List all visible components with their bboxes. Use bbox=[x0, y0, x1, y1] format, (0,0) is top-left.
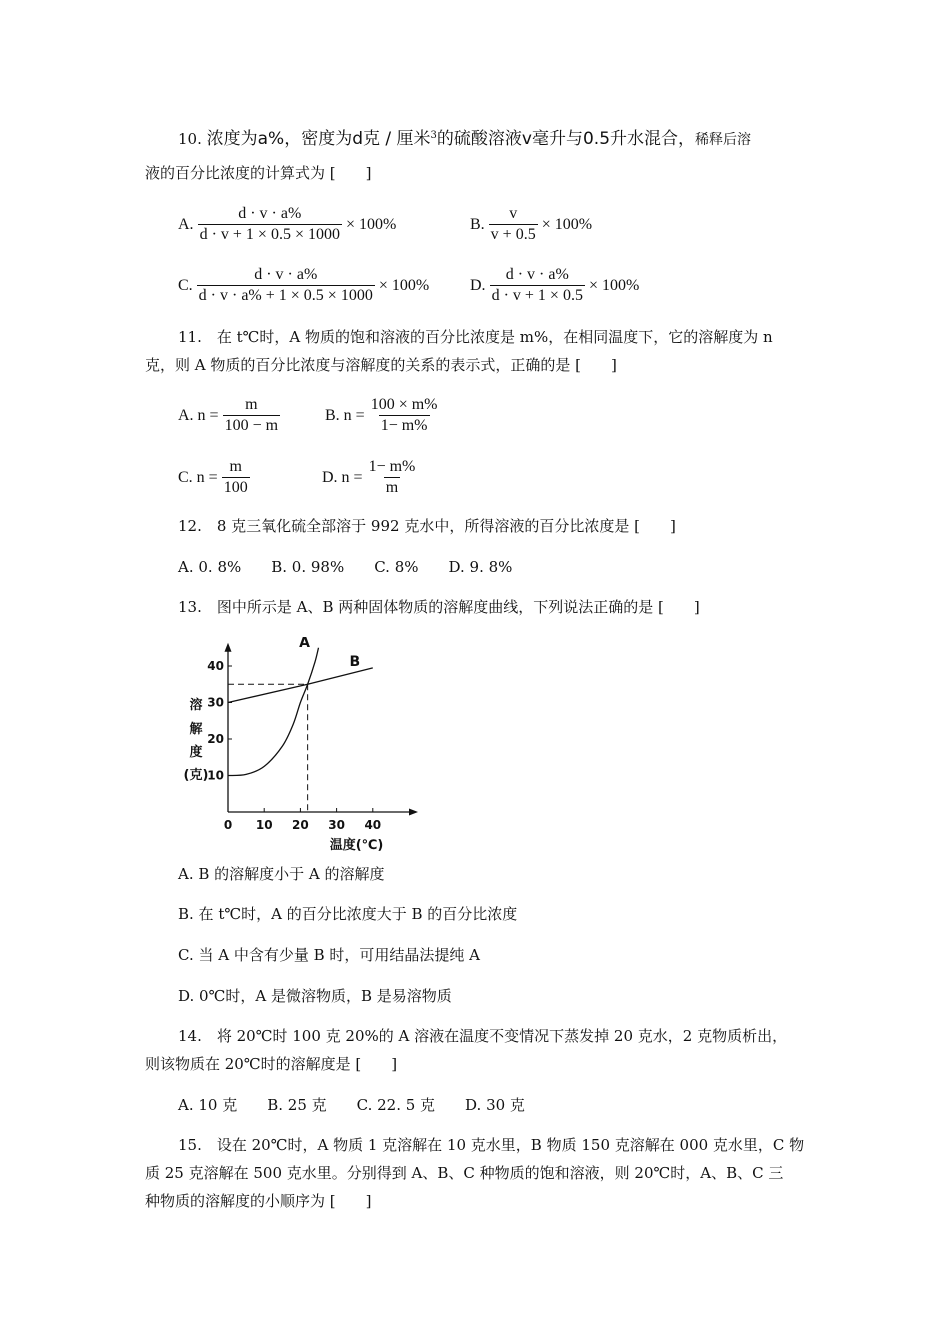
q10-number: 10. bbox=[178, 130, 202, 148]
q11-b-denominator: 1− m% bbox=[380, 417, 428, 434]
q10-c-fraction bbox=[197, 266, 375, 305]
y-axis-label-part: 解 bbox=[189, 722, 203, 737]
y-tick-label: 30 bbox=[207, 695, 224, 710]
q10-b-fraction bbox=[489, 205, 538, 244]
q11-d-fraction bbox=[367, 458, 418, 497]
q10-d-label: D. bbox=[470, 276, 486, 294]
q11-line2: 克，则 A 物质的百分比浓度与溶解度的关系的表示式，正确的是 [ ] bbox=[145, 356, 617, 374]
series-b-line bbox=[228, 668, 373, 703]
series-a-line bbox=[228, 648, 319, 776]
q10-b-numerator: v bbox=[509, 205, 518, 222]
q10-d-fraction bbox=[490, 266, 585, 305]
q10-d-tail: × 100% bbox=[588, 276, 640, 294]
q11-d-denominator: m bbox=[385, 479, 399, 496]
q12-options: A. 0. 8% B. 0. 98% C. 8% D. 9. 8% bbox=[178, 558, 513, 576]
q11-b-label: B. n = bbox=[325, 406, 365, 424]
y-axis-label-part: 度 bbox=[189, 745, 203, 760]
q10-c-denominator: d · v · a% + 1 × 0.5 × 1000 bbox=[198, 287, 373, 304]
x-tick-label: 10 bbox=[255, 818, 273, 832]
x-tick-label: 20 bbox=[292, 818, 309, 832]
q10-d-numerator: d · v · a% bbox=[505, 266, 569, 283]
y-axis-label-part: (克) bbox=[183, 768, 209, 783]
y-tick-label: 20 bbox=[207, 732, 224, 746]
q11-a-denominator: 100 − m bbox=[224, 417, 279, 434]
x-tick-label: 30 bbox=[328, 818, 345, 832]
solubility-chart bbox=[178, 637, 428, 857]
q12-line1: 12. 8 克三氧化硫全部溶于 992 克水中，所得溶液的百分比浓度是 [ ] bbox=[178, 517, 676, 535]
q10-lead2: 的硫酸溶液v毫升与0.5升水混合， bbox=[436, 129, 696, 149]
q13-line1: 13. 图中所示是 A、B 两种固体物质的溶解度曲线，下列说法正确的是 [ ] bbox=[178, 598, 700, 616]
q10-option-a bbox=[178, 205, 396, 244]
x-tick-label: 40 bbox=[364, 818, 382, 832]
q13-option-a: A. B 的溶解度小于 A 的溶解度 bbox=[178, 865, 385, 883]
x-axis-arrow bbox=[409, 809, 418, 816]
q11-c-numerator: m bbox=[229, 458, 242, 475]
series-label-b: B bbox=[349, 653, 361, 670]
q11-b-numerator: 100 × m% bbox=[370, 396, 438, 413]
q11-c-label: C. n = bbox=[178, 468, 218, 486]
q11-d-label: D. n = bbox=[322, 468, 363, 486]
q11-option-d bbox=[322, 458, 421, 497]
y-tick-label: 10 bbox=[207, 768, 224, 783]
q10-superscript: 3 bbox=[430, 130, 437, 141]
q11-option-c bbox=[178, 458, 254, 497]
chart-axes bbox=[225, 643, 419, 816]
y-tick-label: 40 bbox=[207, 659, 224, 673]
q14-line2: 则该物质在 20℃时的溶解度是 [ ] bbox=[145, 1055, 398, 1073]
chart-curves bbox=[228, 648, 373, 812]
q15-line1: 15. 设在 20℃时，A 物质 1 克溶解在 10 克水里，B 物质 150 克溶解在 000 克水里，C 物 bbox=[178, 1136, 805, 1154]
q10-line1 bbox=[178, 124, 751, 149]
y-axis-arrow bbox=[225, 643, 232, 652]
q10-option-c bbox=[178, 266, 429, 305]
q10-b-denominator: v + 0.5 bbox=[490, 226, 536, 243]
q10-line2: 液的百分比浓度的计算式为 [ ] bbox=[145, 164, 372, 182]
chart-ticks bbox=[207, 659, 381, 832]
q11-c-fraction bbox=[222, 458, 250, 497]
q13-option-b: B. 在 t℃时，A 的百分比浓度大于 B 的百分比浓度 bbox=[178, 905, 518, 923]
q10-c-label: C. bbox=[178, 276, 193, 294]
q10-d-denominator: d · v + 1 × 0.5 bbox=[491, 287, 583, 304]
q10-c-numerator: d · v · a% bbox=[254, 266, 318, 283]
x-tick-label: 0 bbox=[223, 818, 233, 832]
y-axis-label-part: 溶 bbox=[189, 698, 203, 713]
q11-c-denominator: 100 bbox=[223, 479, 248, 496]
q10-a-numerator: d · v · a% bbox=[238, 205, 302, 222]
q10-option-b bbox=[470, 205, 592, 244]
q11-d-numerator: 1− m% bbox=[368, 458, 416, 475]
q11-a-numerator: m bbox=[245, 396, 258, 413]
q10-option-d bbox=[470, 266, 639, 305]
q10-a-fraction bbox=[198, 205, 342, 244]
q10-b-label: B. bbox=[470, 215, 485, 233]
q11-line1: 11. 在 t℃时，A 物质的饱和溶液的百分比浓度是 m%，在相同温度下，它的溶解度为 n bbox=[178, 328, 773, 346]
q11-b-fraction bbox=[369, 396, 440, 435]
q13-option-c: C. 当 A 中含有少量 B 时，可用结晶法提纯 A bbox=[178, 946, 481, 964]
q15-line3: 种物质的溶解度的小顺序为 [ ] bbox=[145, 1192, 372, 1210]
q10-tail: 稀释后溶 bbox=[695, 132, 752, 148]
q10-a-denominator: d · v + 1 × 0.5 × 1000 bbox=[199, 226, 340, 243]
q13-option-d: D. 0℃时，A 是微溶物质，B 是易溶物质 bbox=[178, 987, 452, 1005]
q11-option-a bbox=[178, 396, 284, 435]
q11-a-label: A. n = bbox=[178, 406, 219, 424]
q10-lead: 浓度为a%，密度为d克 / 厘米 bbox=[206, 129, 431, 149]
x-axis-label: 温度(℃) bbox=[329, 838, 384, 853]
q14-line1: 14. 将 20℃时 100 克 20%的 A 溶液在温度不变情况下蒸发掉 20 克水，2 克物质析出， bbox=[178, 1027, 788, 1045]
q14-options: A. 10 克 B. 25 克 C. 22. 5 克 D. 30 克 bbox=[178, 1096, 525, 1114]
q10-a-label: A. bbox=[178, 215, 194, 233]
q10-b-tail: × 100% bbox=[541, 215, 593, 233]
q11-option-b bbox=[325, 396, 444, 435]
q15-line2: 质 25 克溶解在 500 克水里。分别得到 A、B、C 种物质的饱和溶液，则 20℃时，A、B、C 三 bbox=[145, 1164, 784, 1182]
q10-a-tail: × 100% bbox=[345, 215, 397, 233]
q11-a-fraction bbox=[223, 396, 280, 435]
series-label-a: A bbox=[299, 637, 310, 651]
q10-c-tail: × 100% bbox=[378, 276, 430, 294]
